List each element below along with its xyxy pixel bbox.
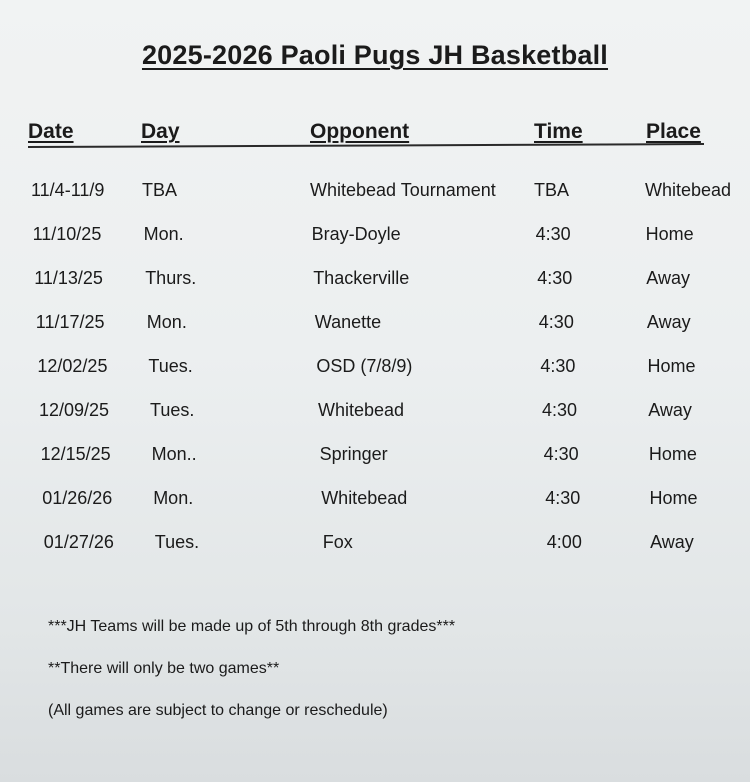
- cell-day: TBA: [142, 180, 178, 200]
- cell-opponent: Fox: [322, 532, 353, 552]
- note-team-grades: ***JH Teams will be made up of 5th through 8th grades***: [48, 618, 456, 635]
- cell-date: 12/09/25: [39, 400, 110, 420]
- cell-day: Tues.: [154, 532, 200, 552]
- cell-day: Tues.: [150, 400, 195, 420]
- cell-date: 11/13/25: [34, 268, 103, 288]
- column-header-time: Time: [534, 120, 583, 143]
- cell-time: 4:30: [545, 488, 581, 508]
- cell-day: Mon.: [146, 312, 187, 332]
- column-header-place: Place: [646, 120, 701, 143]
- cell-time: 4:30: [540, 356, 576, 376]
- cell-time: 4:30: [543, 444, 579, 464]
- cell-time: 4:30: [535, 224, 571, 244]
- cell-date: 12/15/25: [40, 444, 111, 464]
- cell-date: 11/17/25: [35, 312, 105, 332]
- cell-place: Away: [650, 532, 694, 552]
- cell-day: Mon..: [151, 444, 197, 464]
- cell-date: 12/02/25: [37, 356, 108, 376]
- cell-opponent: Thackerville: [313, 268, 410, 288]
- cell-opponent: Whitebead: [318, 400, 405, 420]
- cell-place: Home: [647, 356, 696, 376]
- cell-date: 11/4-11/9: [31, 180, 105, 200]
- cell-place: Away: [648, 400, 692, 420]
- cell-time: 4:00: [546, 532, 582, 552]
- column-header-opponent: Opponent: [310, 120, 410, 143]
- cell-opponent: Whitebead Tournament: [310, 180, 496, 200]
- cell-opponent: Springer: [319, 444, 388, 464]
- cell-day: Thurs.: [145, 268, 197, 288]
- cell-place: Away: [646, 268, 690, 288]
- cell-time: 4:30: [537, 268, 573, 288]
- cell-opponent: Bray-Doyle: [311, 224, 401, 244]
- cell-place: Home: [648, 444, 697, 464]
- cell-date: 01/27/26: [43, 532, 114, 552]
- page-title: 2025-2026 Paoli Pugs JH Basketball: [141, 40, 609, 70]
- note-two-games: **There will only be two games**: [48, 660, 280, 677]
- cell-day: Mon.: [143, 224, 184, 244]
- cell-time: 4:30: [538, 312, 574, 332]
- cell-place: Home: [645, 224, 694, 244]
- cell-date: 01/26/26: [42, 488, 113, 508]
- cell-place: Away: [646, 312, 691, 332]
- cell-time: TBA: [534, 180, 570, 200]
- cell-time: 4:30: [542, 400, 578, 420]
- cell-date: 11/10/25: [32, 224, 102, 244]
- note-subject-to-change: (All games are subject to change or reschedule): [48, 702, 388, 719]
- column-header-day: Day: [141, 120, 180, 143]
- cell-opponent: Wanette: [314, 312, 382, 332]
- cell-day: Tues.: [148, 356, 193, 376]
- cell-place: Home: [649, 488, 698, 508]
- cell-day: Mon.: [153, 488, 194, 508]
- cell-opponent: Whitebead: [321, 488, 408, 508]
- cell-opponent: OSD (7/8/9): [316, 356, 413, 376]
- column-header-date: Date: [28, 120, 74, 143]
- cell-place: Whitebead: [645, 180, 732, 200]
